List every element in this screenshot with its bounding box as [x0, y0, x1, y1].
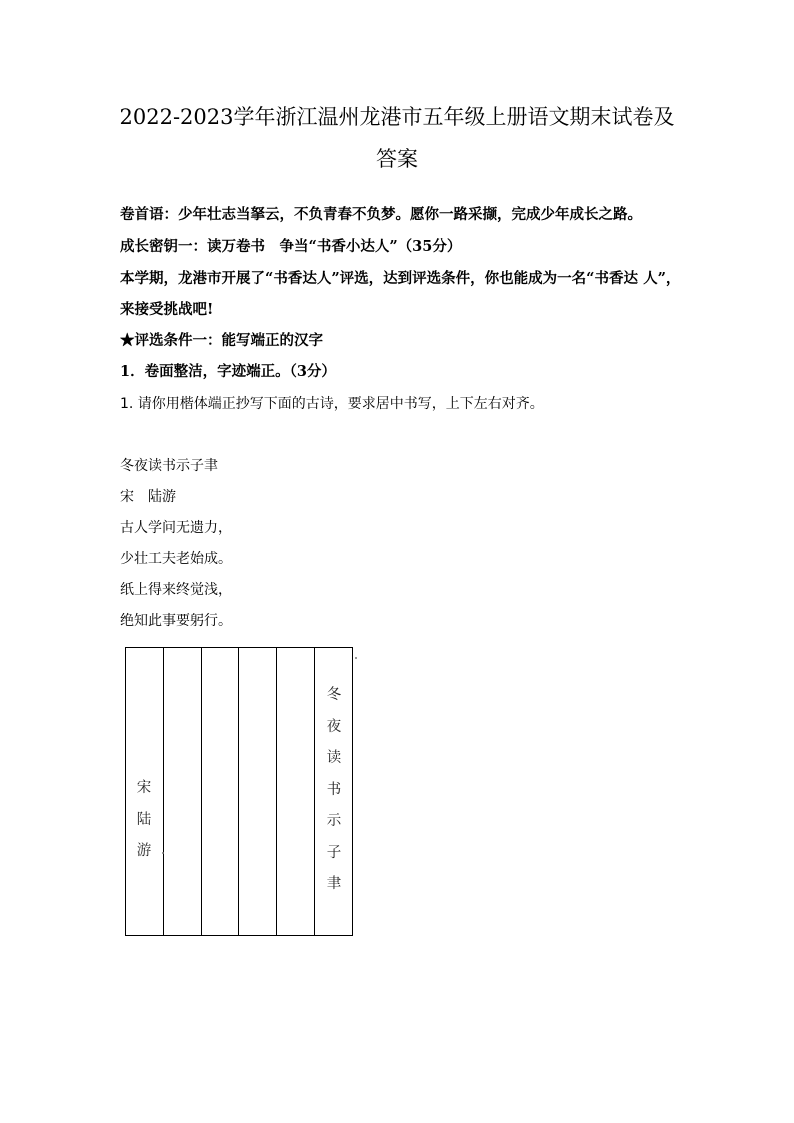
scan-dot [355, 657, 357, 659]
grid-author-vertical [125, 773, 163, 868]
grid-char: 书 [326, 781, 342, 798]
grid-char: 游 [136, 843, 152, 859]
grid-column-blank [238, 648, 276, 935]
grid-char: 子 [326, 844, 342, 861]
grid-char: 聿 [326, 876, 342, 892]
poem-line-2: 少壮工夫老始成。 [120, 551, 232, 567]
poem-title: 冬夜读书示子聿 [120, 458, 218, 474]
grid-column-blank [276, 648, 314, 935]
grid-column-blank [201, 648, 239, 935]
grid-column-blank [163, 648, 201, 935]
preface: 卷首语：少年壮志当拏云，不负青春不负梦。愿你一路采撷，完成少年成长之路。 [120, 206, 642, 223]
grid-char: 示 [326, 813, 342, 829]
intro-line-2: 来接受挑战吧! [120, 301, 214, 318]
scan-dot [162, 852, 164, 854]
grid-char: 读 [326, 750, 342, 766]
intro-line-1: 本学期，龙港市开展了“书香达人”评选，达到评选条件，你也能成为一名“书香达 人”， [120, 270, 681, 287]
section-heading: 成长密钥一：读万卷书 争当“书香小达人”（35分） [120, 238, 462, 255]
document-title-line-2: 答案 [376, 147, 418, 171]
question-instruction: 1. 请你用楷体端正抄写下面的古诗，要求居中书写，上下左右对齐。 [120, 396, 544, 412]
grid-char: 宋 [136, 780, 152, 796]
poem-line-4: 绝知此事要躬行。 [120, 613, 232, 629]
grid-char: 冬 [326, 687, 342, 703]
document-title-line-1: 2022-2023学年浙江温州龙港市五年级上册语文期末试卷及 [119, 105, 675, 129]
grid-char: 夜 [326, 718, 342, 735]
grid-title-vertical [315, 680, 353, 901]
poem-author: 宋 陆游 [120, 489, 176, 505]
grid-char: 陆 [136, 811, 152, 828]
criterion-heading: ★评选条件一：能写端正的汉字 [120, 332, 323, 349]
poem-line-1: 古人学问无遗力， [120, 520, 232, 536]
poem-line-3: 纸上得来终觉浅， [120, 582, 232, 598]
question-heading: 1．卷面整洁，字迹端正。（3分） [120, 363, 336, 380]
